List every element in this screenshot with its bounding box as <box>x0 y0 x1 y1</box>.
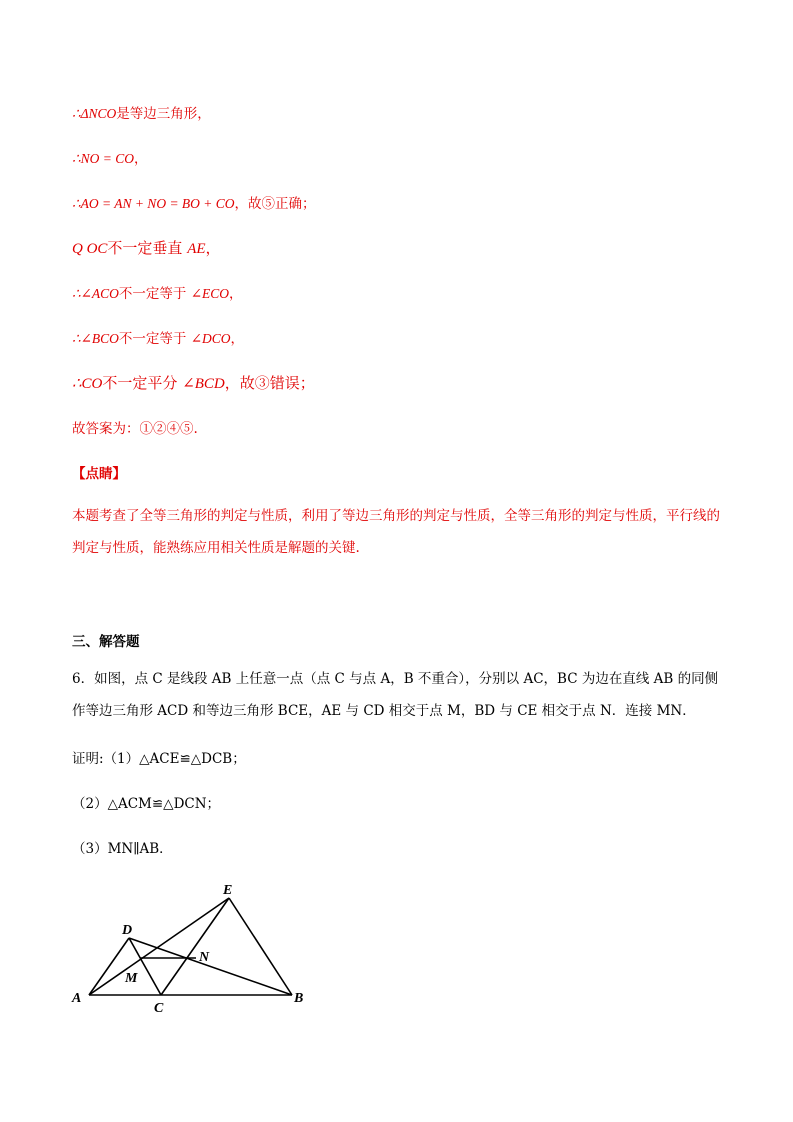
solution-line-7 <box>72 372 315 393</box>
segment-ad <box>89 938 129 995</box>
geometry-figure <box>60 870 330 1020</box>
math-expr-2: ∠BCD <box>182 376 225 392</box>
label-e: E <box>223 883 233 898</box>
text: 不一定等于 <box>118 331 187 347</box>
text: 不一定等于 <box>118 286 187 302</box>
text-2: ， <box>229 286 243 302</box>
math-expr-2: ∠ECO <box>190 286 230 301</box>
solution-line-4 <box>72 237 221 258</box>
segment-db <box>129 938 292 995</box>
segment-ce <box>161 898 229 995</box>
label-d: D <box>122 923 133 938</box>
solution-line-1 <box>72 102 211 122</box>
label-n: N <box>199 950 210 965</box>
comment-body: 本题考查了全等三角形的判定与性质，利用了等边三角形的判定与性质，全等三角形的判定与性质，平行线的判定与性质，能熟练应用相关性质是解题的关键. <box>72 508 720 556</box>
proof-item-1: 证明:（1）△ACE≌△DCB； <box>72 751 246 767</box>
proof-item-2: （2）△ACM≌△DCN； <box>72 796 221 812</box>
segment-eb <box>229 898 292 995</box>
text: 是等边三角形， <box>116 106 211 122</box>
text-2: ， <box>205 239 221 257</box>
math-expr-2: AE <box>187 241 206 257</box>
text: 不一定平分 <box>102 374 178 392</box>
math-expr: Q OC <box>72 241 108 257</box>
solution-line-2 <box>72 147 147 167</box>
text-2: ， <box>230 331 245 347</box>
label-m: M <box>125 971 138 986</box>
math-expr: ∴NO = CO <box>72 151 134 166</box>
proof-item-3: （3）MN∥AB． <box>72 841 173 857</box>
text: 不一定垂直 <box>107 239 183 257</box>
answer-line: 故答案为：①②④⑤. <box>72 421 198 437</box>
comment-heading: 【点睛】 <box>72 466 126 482</box>
label-a: A <box>72 991 82 1006</box>
problem-statement: 6．如图，点 C 是线段 AB 上任意一点（点 C 与点 A，B 不重合），分别以 AC，BC 为边在直线 AB 的同侧作等边三角形 ACD 和等边三角形 BCE，AE 与 CD 相交于点 M，BD 与 CE 相交于点 N．连接 MN． <box>72 671 719 719</box>
segment-dc <box>129 938 161 995</box>
solution-line-5 <box>72 282 243 302</box>
label-b: B <box>294 991 304 1006</box>
math-expr: ∴ΔNCO <box>72 106 117 121</box>
section-title: 三、解答题 <box>72 634 140 650</box>
text-2: ，故③错误； <box>224 374 315 392</box>
math-expr-2: ∠DCO <box>190 331 231 346</box>
solution-line-3 <box>72 192 316 212</box>
math-expr: ∴AO = AN + NO = BO + CO <box>72 196 235 211</box>
text: ，故⑤正确； <box>234 196 316 212</box>
text: ， <box>133 151 148 167</box>
label-c: C <box>154 1001 164 1016</box>
math-expr: ∴∠BCO <box>72 331 119 346</box>
solution-line-6 <box>72 327 244 347</box>
segment-ae <box>89 898 229 995</box>
math-expr: ∴CO <box>72 376 103 392</box>
math-expr: ∴∠ACO <box>72 286 119 301</box>
